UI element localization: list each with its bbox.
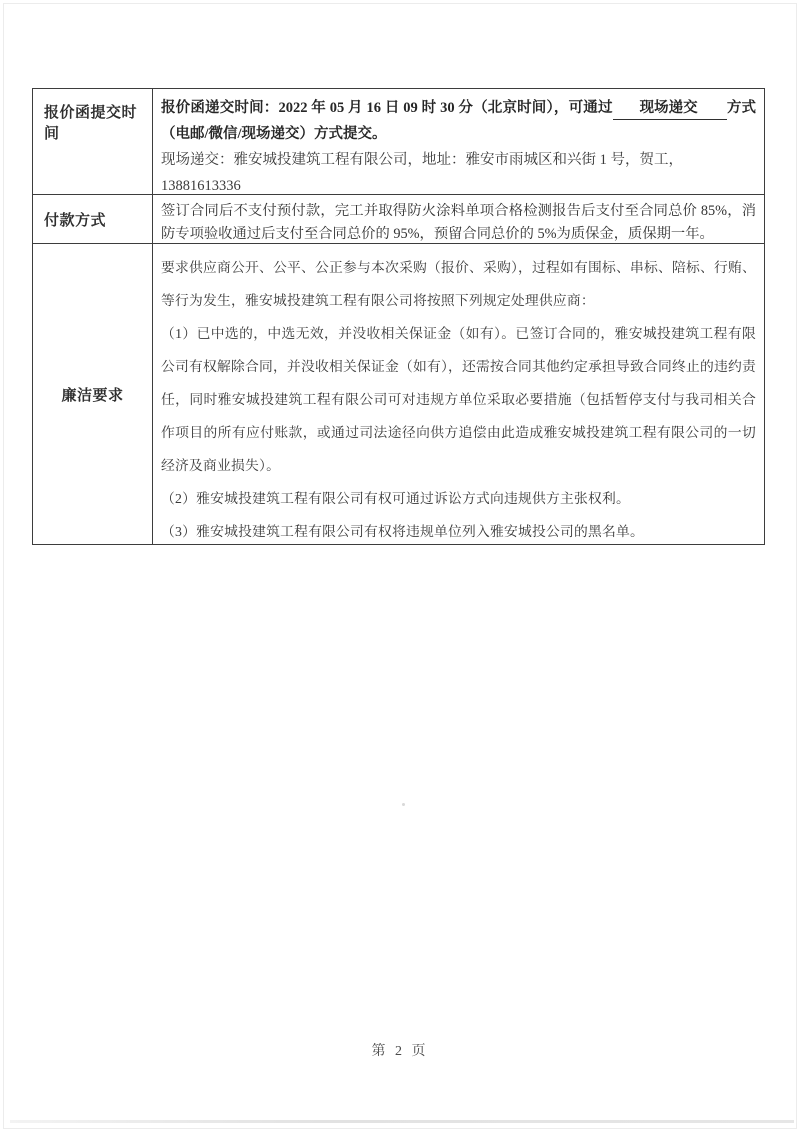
scan-speck — [402, 803, 405, 806]
payment-terms-text: 签订合同后不支付预付款，完工并取得防火涂料单项合格检测报告后支付至合同总价 85%，消防专项验收通过后支付至合同总价的 95%，预留合同总价的 5%为质保金，质保期一年。 — [161, 203, 756, 242]
row-label-submission-time — [33, 89, 153, 194]
table-row-integrity-requirements — [33, 243, 764, 544]
table-row-payment-method — [33, 194, 764, 243]
integrity-paragraph-intro: 要求供应商公开、公平、公正参与本次采购（报价、采购），过程如有围标、串标、陪标、行贿、等行为发生，雅安城投建筑工程有限公司将按照下列规定处理供应商： — [161, 260, 756, 308]
integrity-paragraph-clause-1: （1）已中选的，中选无效，并没收相关保证金（如有）。已签订合同的，雅安城投建筑工程有限公司有权解除合同，并没收相关保证金（如有），还需按合同其他约定承担导致合同终止的违约责任，同时雅安城投建筑工程有限公司可对违规方单位采取必要措施（包括暂停支付与我司相关合作项目的所有应付账款，或通过司法途径向供方追偿由此造成雅安城投建筑工程有限公司的一切经济及商业损失）。 — [161, 326, 756, 473]
table-row-submission-time — [33, 89, 764, 194]
onsite-delivery-address-line: 现场递交：雅安城投建筑工程有限公司，地址：雅安市雨城区和兴街 1 号，贺工，13881613336 — [161, 152, 683, 194]
integrity-content — [153, 244, 764, 544]
integrity-paragraph-clause-2: （2）雅安城投建筑工程有限公司有权可通过诉讼方式向违规供方主张权利。 — [161, 491, 630, 506]
row-label-integrity — [33, 244, 153, 544]
delivery-method-underlined-blank: 现场递交 — [613, 98, 727, 120]
page-number: 第 2 页 — [371, 1044, 429, 1059]
integrity-paragraph-clause-3: （3）雅安城投建筑工程有限公司有权将违规单位列入雅安城投公司的黑名单。 — [161, 524, 644, 539]
submission-time-line — [161, 95, 756, 147]
submission-time-suffix: 方式（电邮/微信/现场递交）方式提交。 — [161, 100, 757, 142]
scan-bottom-shadow — [10, 1120, 794, 1123]
payment-method-content — [153, 195, 764, 243]
row-label-text: 报价函提交时间 — [44, 105, 138, 142]
row-label-payment-method — [33, 195, 153, 243]
row-label-text: 廉洁要求 — [61, 387, 124, 404]
row-label-text: 付款方式 — [44, 212, 107, 229]
submission-time-prefix: 报价函递交时间：2022 年 05 月 16 日 09 时 30 分（北京时间），可通过 — [161, 100, 613, 116]
quotation-info-table — [32, 88, 765, 545]
submission-time-content — [153, 89, 764, 194]
